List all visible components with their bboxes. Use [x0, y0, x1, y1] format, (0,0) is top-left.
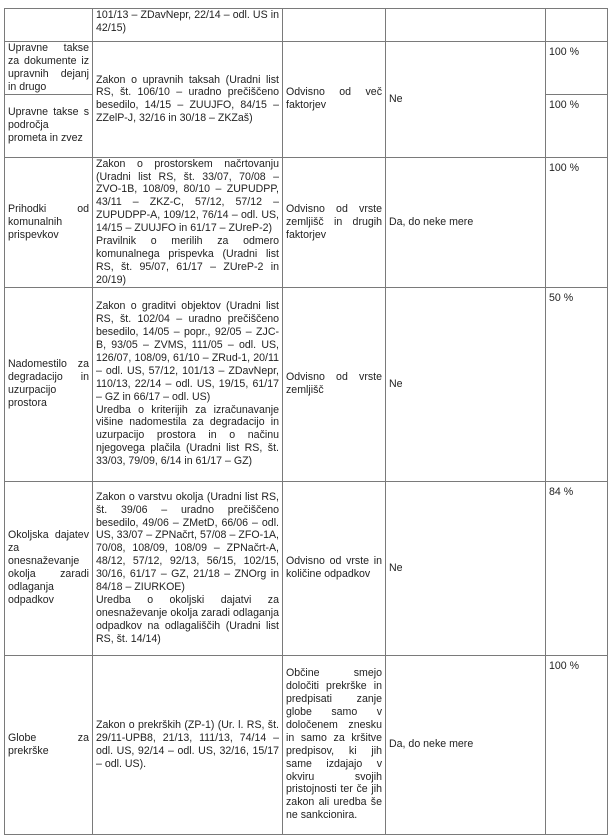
legal-basis-cell: Zakon o varstvu okolja (Uradni list RS, št. 39/06 – uradno prečiščeno besedilo, 49/06 – ZMetD, 66/06 – odl. US, 33/07 – ZPNačrt, 57/08 – ZFO-1A, 70/08, 108/09, 108/09 – ZPNačrt-A, 48/12, 57/12, 92/13, 56/15, 102/15, 30/16, 61/17 – GZ, 21/18 – ZNOrg in 84/18 – ZIURKOE) Uredba o okoljski dajatvi za onesnaževanje okolja zaradi odlaganja odpadkov na odlagališčih (Uradni list RS, št. 14/14) [93, 481, 283, 655]
discretion-cell: Da, do neke mere [386, 655, 546, 834]
revenue-name-cell: Prihodki od komunalnih prispevkov [5, 157, 93, 287]
table-row [5, 9, 608, 42]
share-cell [546, 9, 608, 42]
dependency-cell: Odvisno od več faktorjev [283, 42, 386, 158]
revenue-name-cell: Upravne takse za dokumente iz upravnih dejanj in drugo [5, 42, 93, 95]
table-row [5, 287, 608, 481]
discretion-cell: Da, do neke mere [386, 157, 546, 287]
table-row [5, 157, 608, 287]
share-cell: 84 % [546, 481, 608, 655]
discretion-cell: Ne [386, 42, 546, 158]
dependency-cell: Odvisno od vrste zemljišč [283, 287, 386, 481]
legal-basis-cell: Zakon o prekrških (ZP-1) (Ur. l. RS, št. 29/11-UPB8, 21/13, 111/13, 74/14 –odl. US, 92/14 – odl. US, 32/16, 15/17 – odl. US). [93, 655, 283, 834]
dependency-cell: Odvisno od vrste zemljišč in drugih faktorjev [283, 157, 386, 287]
revenue-name-cell: Globe za prekrške [5, 655, 93, 834]
document-page [4, 8, 607, 835]
revenue-name-cell: Upravne takse s področja prometa in zvez [5, 94, 93, 157]
legal-basis-cell: Zakon o graditvi objektov (Uradni list RS, št. 102/04 – uradno prečiščeno besedilo, 14/05 – popr., 92/05 – ZJC-B, 93/05 – ZVMS, 111/05 – odl. US, 126/07, 108/09, 61/10 – ZRud-1, 20/11 – odl. US, 57/12, 101/13 – ZDavNepr, 110/13, 22/14 – odl. US, 19/15, 61/17 – GZ in 66/17 – odl. US) Uredba o kriterijih za izračunavanje višine nadomestila za degradacijo in uzurpacijo prostora in o načinu njegovega plačila (Uradni list RS, št. 33/03, 79/09, 6/14 in 61/17 – GZ) [93, 287, 283, 481]
legal-basis-cell: Zakon o upravnih taksah (Uradni list RS, št. 106/10 – uradno prečiščeno besedilo, 14/15 – ZUUJFO, 84/15 – ZZelP-J, 32/16 in 30/18 – ZKZaš) [93, 42, 283, 158]
table-row [5, 42, 608, 95]
revenue-name-cell: Okoljska dajatev za onesnaževanje okolja zaradi odlaganja odpadkov [5, 481, 93, 655]
share-cell: 100 % [546, 655, 608, 834]
share-cell: 100 % [546, 42, 608, 95]
share-cell: 100 % [546, 94, 608, 157]
legal-basis-cell: 101/13 – ZDavNepr, 22/14 – odl. US in 42/15) [93, 9, 283, 42]
share-cell: 50 % [546, 287, 608, 481]
discretion-cell [386, 9, 546, 42]
revenue-name-cell [5, 9, 93, 42]
discretion-cell: Ne [386, 287, 546, 481]
table-row [5, 481, 608, 655]
revenue-sources-table [4, 8, 608, 835]
dependency-cell: Občine smejo določiti prekrške in predpisati zanje globe samo v določenem znesku in samo za kršitve predpisov, ki jih same izdajajo v okviru svojih pristojnosti ter če jih zakon ali uredba še ne sankcionira. [283, 655, 386, 834]
dependency-cell [283, 9, 386, 42]
discretion-cell: Ne [386, 481, 546, 655]
revenue-name-cell: Nadomestilo za degradacijo in uzurpacijo prostora [5, 287, 93, 481]
legal-basis-cell: Zakon o prostorskem načrtovanju (Uradni list RS, št. 33/07, 70/08 – ZVO-1B, 108/09, 80/10 – ZUPUDPP, 43/11 – ZKZ-C, 57/12, 57/12 – ZUPUDPP-A, 109/12, 76/14 – odl. US, 14/15 – ZUUJFO in 61/17 – ZUreP-2) Pravilnik o merilih za odmero komunalnega prispevka (Uradni list RS, št. 95/07, 61/17 – ZUreP-2 in 20/19) [93, 157, 283, 287]
share-cell: 100 % [546, 157, 608, 287]
dependency-cell: Odvisno od vrste in količine odpadkov [283, 481, 386, 655]
table-row [5, 655, 608, 834]
